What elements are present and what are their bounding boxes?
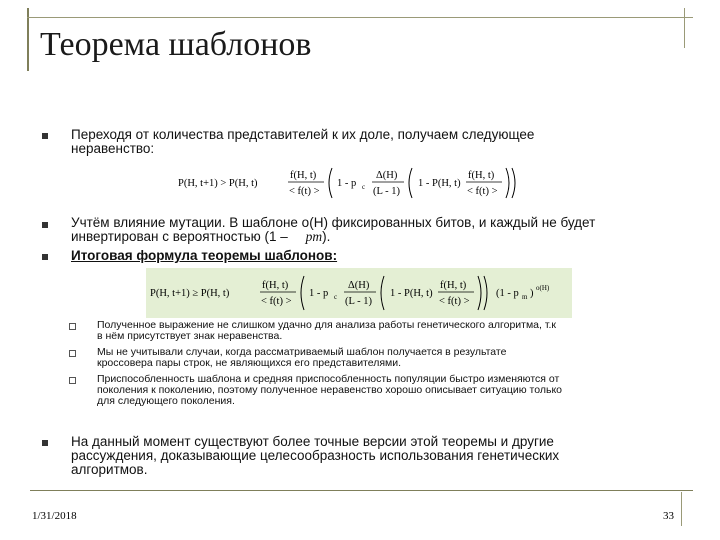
formula1-delta-den: (L - 1) [373,186,401,197]
formula2-one-minus: 1 - p [309,288,329,299]
formula1-sub-c: c [362,183,366,191]
frame-top-line [27,17,693,18]
formula1-frac1-num: f(H, t) [290,170,317,181]
sub-bullet-marker [69,323,76,330]
formula2-tail-exp: o(H) [536,284,550,292]
frame-bottom-line [30,490,693,491]
pm-symbol: pm [305,229,323,244]
sub-bullet-1-line-1: Полученное выражение не слишком удачно для анализа работы генетического алгоритма, т.к [97,319,557,331]
bullet-1-line-2: неравенство: [71,141,155,156]
bullet-4-line-1: На данный момент существуют более точные версии этой теоремы и другие [71,434,554,449]
bullet-2-text: инвертирован с вероятностью (1 – [71,229,288,244]
formula-inequality-1 [176,164,516,202]
sub-bullet-2-line-1: Мы не учитывали случаи, когда рассматриваемый шаблон получается в результате [97,346,507,358]
frame-bottom-right-line [681,492,682,526]
sub-bullet-marker [69,377,76,384]
formula2-frac1-num: f(H, t) [262,280,289,291]
bullet-2-line-1: Учтём влияние мутации. В шаблоне o(H) фиксированных битов, и каждый не будет [71,215,596,230]
formula2-tail: (1 - p [496,288,519,299]
sub-bullet-1-line-2: в нём присутствует знак неравенства. [97,330,283,342]
formula2-delta-den: (L - 1) [345,296,373,307]
slide-number: 33 [663,510,674,522]
formula1-lhs: P(H, t+1) > P(H, t) [178,178,258,189]
bullet-marker [42,222,48,228]
bullet-marker [42,133,48,139]
sub-bullet-2-line-2: кроссовера пары строк, не являющихся его представителями. [97,357,402,369]
bullet-4-line-3: алгоритмов. [71,462,148,477]
formula2-frac1-den: < f(t) > [261,296,292,307]
formula2-frac2-den: < f(t) > [439,296,470,307]
formula2-inner: 1 - P(H, t) [390,288,433,299]
bullet-2-line-2 [71,230,330,244]
close-paren: ). [322,229,331,244]
formula1-inner: 1 - P(H, t) [418,178,461,189]
sub-bullet-3-line-3: для следующего поколения. [97,395,235,407]
sub-bullet-marker [69,350,76,357]
formula1-frac1-den: < f(t) > [289,186,320,197]
bullet-marker [42,254,48,260]
bullet-1-line-1: Переходя от количества представителей к их доле, получаем следующее [71,127,535,142]
formula1-delta-num: Δ(H) [376,170,398,181]
formula2-tail-close: ) [530,288,534,299]
bullet-3-heading: Итоговая формула теоремы шаблонов: [71,248,338,263]
frame-top-right-line [684,8,685,48]
formula1-frac2-num: f(H, t) [468,170,495,181]
footer-date: 1/31/2018 [32,510,77,522]
formula2-tail-sub: m [522,293,528,301]
formula1-one-minus: 1 - p [337,178,357,189]
sub-bullet-3-line-1: Приспособленность шаблона и средняя приспособленность популяции быстро изменяются от [97,373,560,385]
formula2-frac2-num: f(H, t) [440,280,467,291]
slide-title: Теорема шаблонов [40,26,312,63]
formula2-lhs: P(H, t+1) ≥ P(H, t) [150,288,230,299]
formula2-sub-c: c [334,293,338,301]
formula1-frac2-den: < f(t) > [467,186,498,197]
bullet-4-line-2: рассуждения, доказывающие целесообразность использования генетических [71,448,560,463]
formula-schema-theorem [146,268,572,318]
sub-bullet-3-line-2: поколения к поколению, поэтому полученное неравенство хорошо описывает ситуацию только [97,384,562,396]
bullet-marker [42,440,48,446]
formula2-delta-num: Δ(H) [348,280,370,291]
